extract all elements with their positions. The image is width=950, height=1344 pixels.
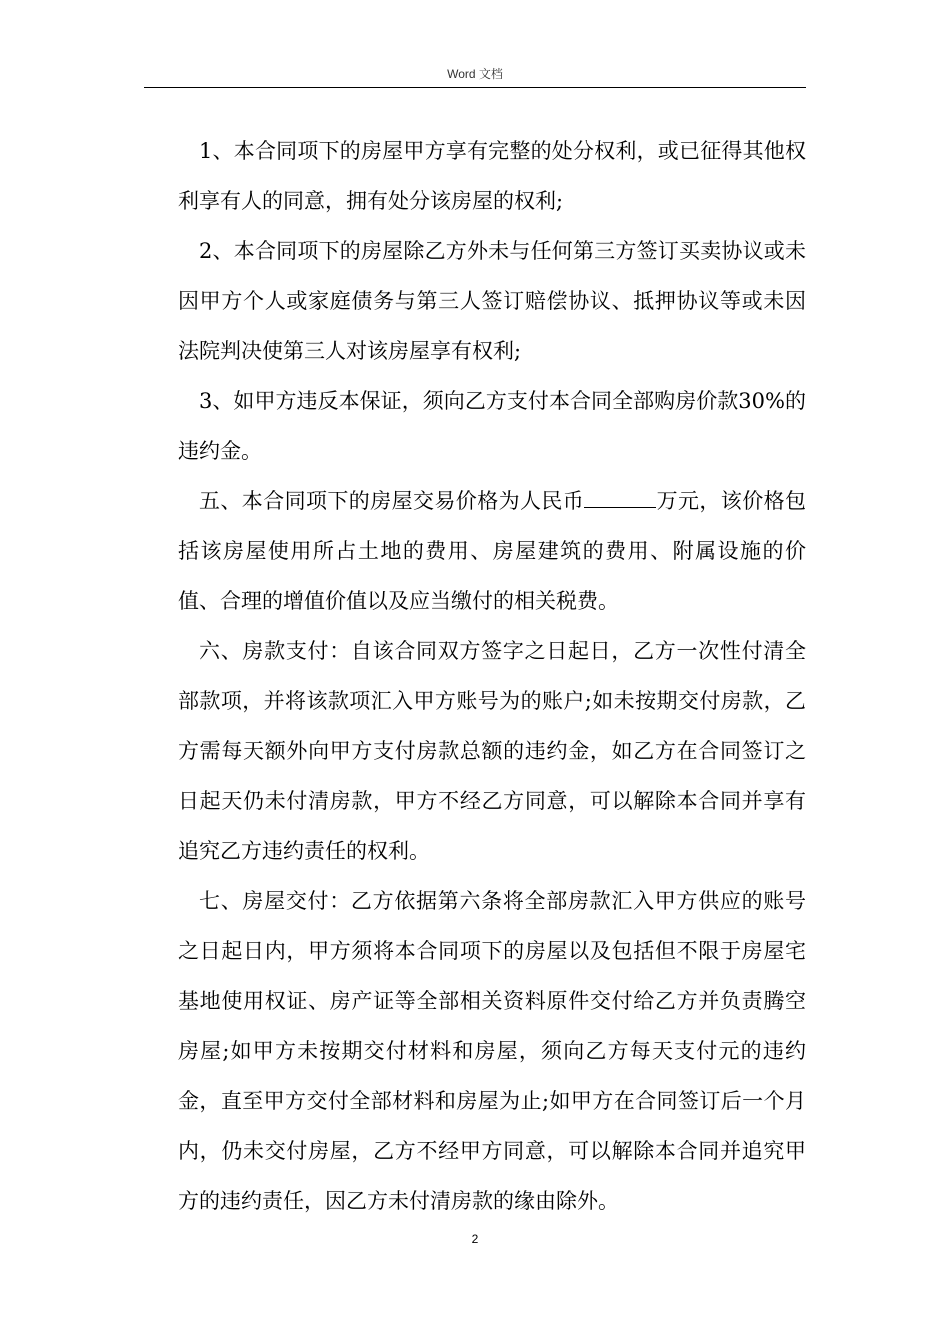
payment-clause-paragraph: 六、房款支付：自该合同双方签字之日起日，乙方一次性付清全部款项，并将该款项汇入甲方账号为的账户;如未按期交付房款，乙方需每天额外向甲方支付房款总额的违约金，如乙方在合同签订之日起天仍未付清房款，甲方不经乙方同意，可以解除本合同并享有追究乙方违约责任的权利。 — [178, 639, 806, 863]
clause-paragraph-1: 1、本合同项下的房屋甲方享有完整的处分权利，或已征得其他权利享有人的同意，拥有处分该房屋的权利; — [178, 139, 806, 213]
header-divider — [144, 87, 806, 88]
clause-paragraph-2: 2、本合同项下的房屋除乙方外未与任何第三方签订买卖协议或未因甲方个人或家庭债务与第三人签订赔偿协议、抵押协议等或未因法院判决使第三人对该房屋享有权利; — [178, 239, 806, 363]
page-number: 2 — [471, 1232, 479, 1246]
clause-paragraph-3: 3、如甲方违反本保证，须向乙方支付本合同全部购房价款30%的违约金。 — [178, 389, 806, 463]
document-body — [178, 126, 806, 1226]
price-clause-paragraph — [178, 476, 806, 626]
price-clause-lead: 五、本合同项下的房屋交易价格为人民币 — [199, 489, 585, 513]
delivery-clause-paragraph: 七、房屋交付：乙方依据第六条将全部房款汇入甲方供应的账号之日起日内，甲方须将本合同项下的房屋以及包括但不限于房屋宅基地使用权证、房产证等全部相关资料原件交付给乙方并负责腾空房屋;如甲方未按期交付材料和房屋，须向乙方每天支付元的违约金，直至甲方交付全部材料和房屋为止;如甲方在合同签订后一个月内，仍未交付房屋，乙方不经甲方同意，可以解除本合同并追究甲方的违约责任，因乙方未付清房款的缘由除外。 — [178, 889, 806, 1213]
page-header: Word 文档 — [447, 67, 503, 81]
price-clause-rest: 万元，该价格包括该房屋使用所占土地的费用、房屋建筑的费用、附属设施的价值、合理的增值价值以及应当缴付的相关税费。 — [178, 489, 807, 613]
price-blank-field — [584, 489, 656, 508]
